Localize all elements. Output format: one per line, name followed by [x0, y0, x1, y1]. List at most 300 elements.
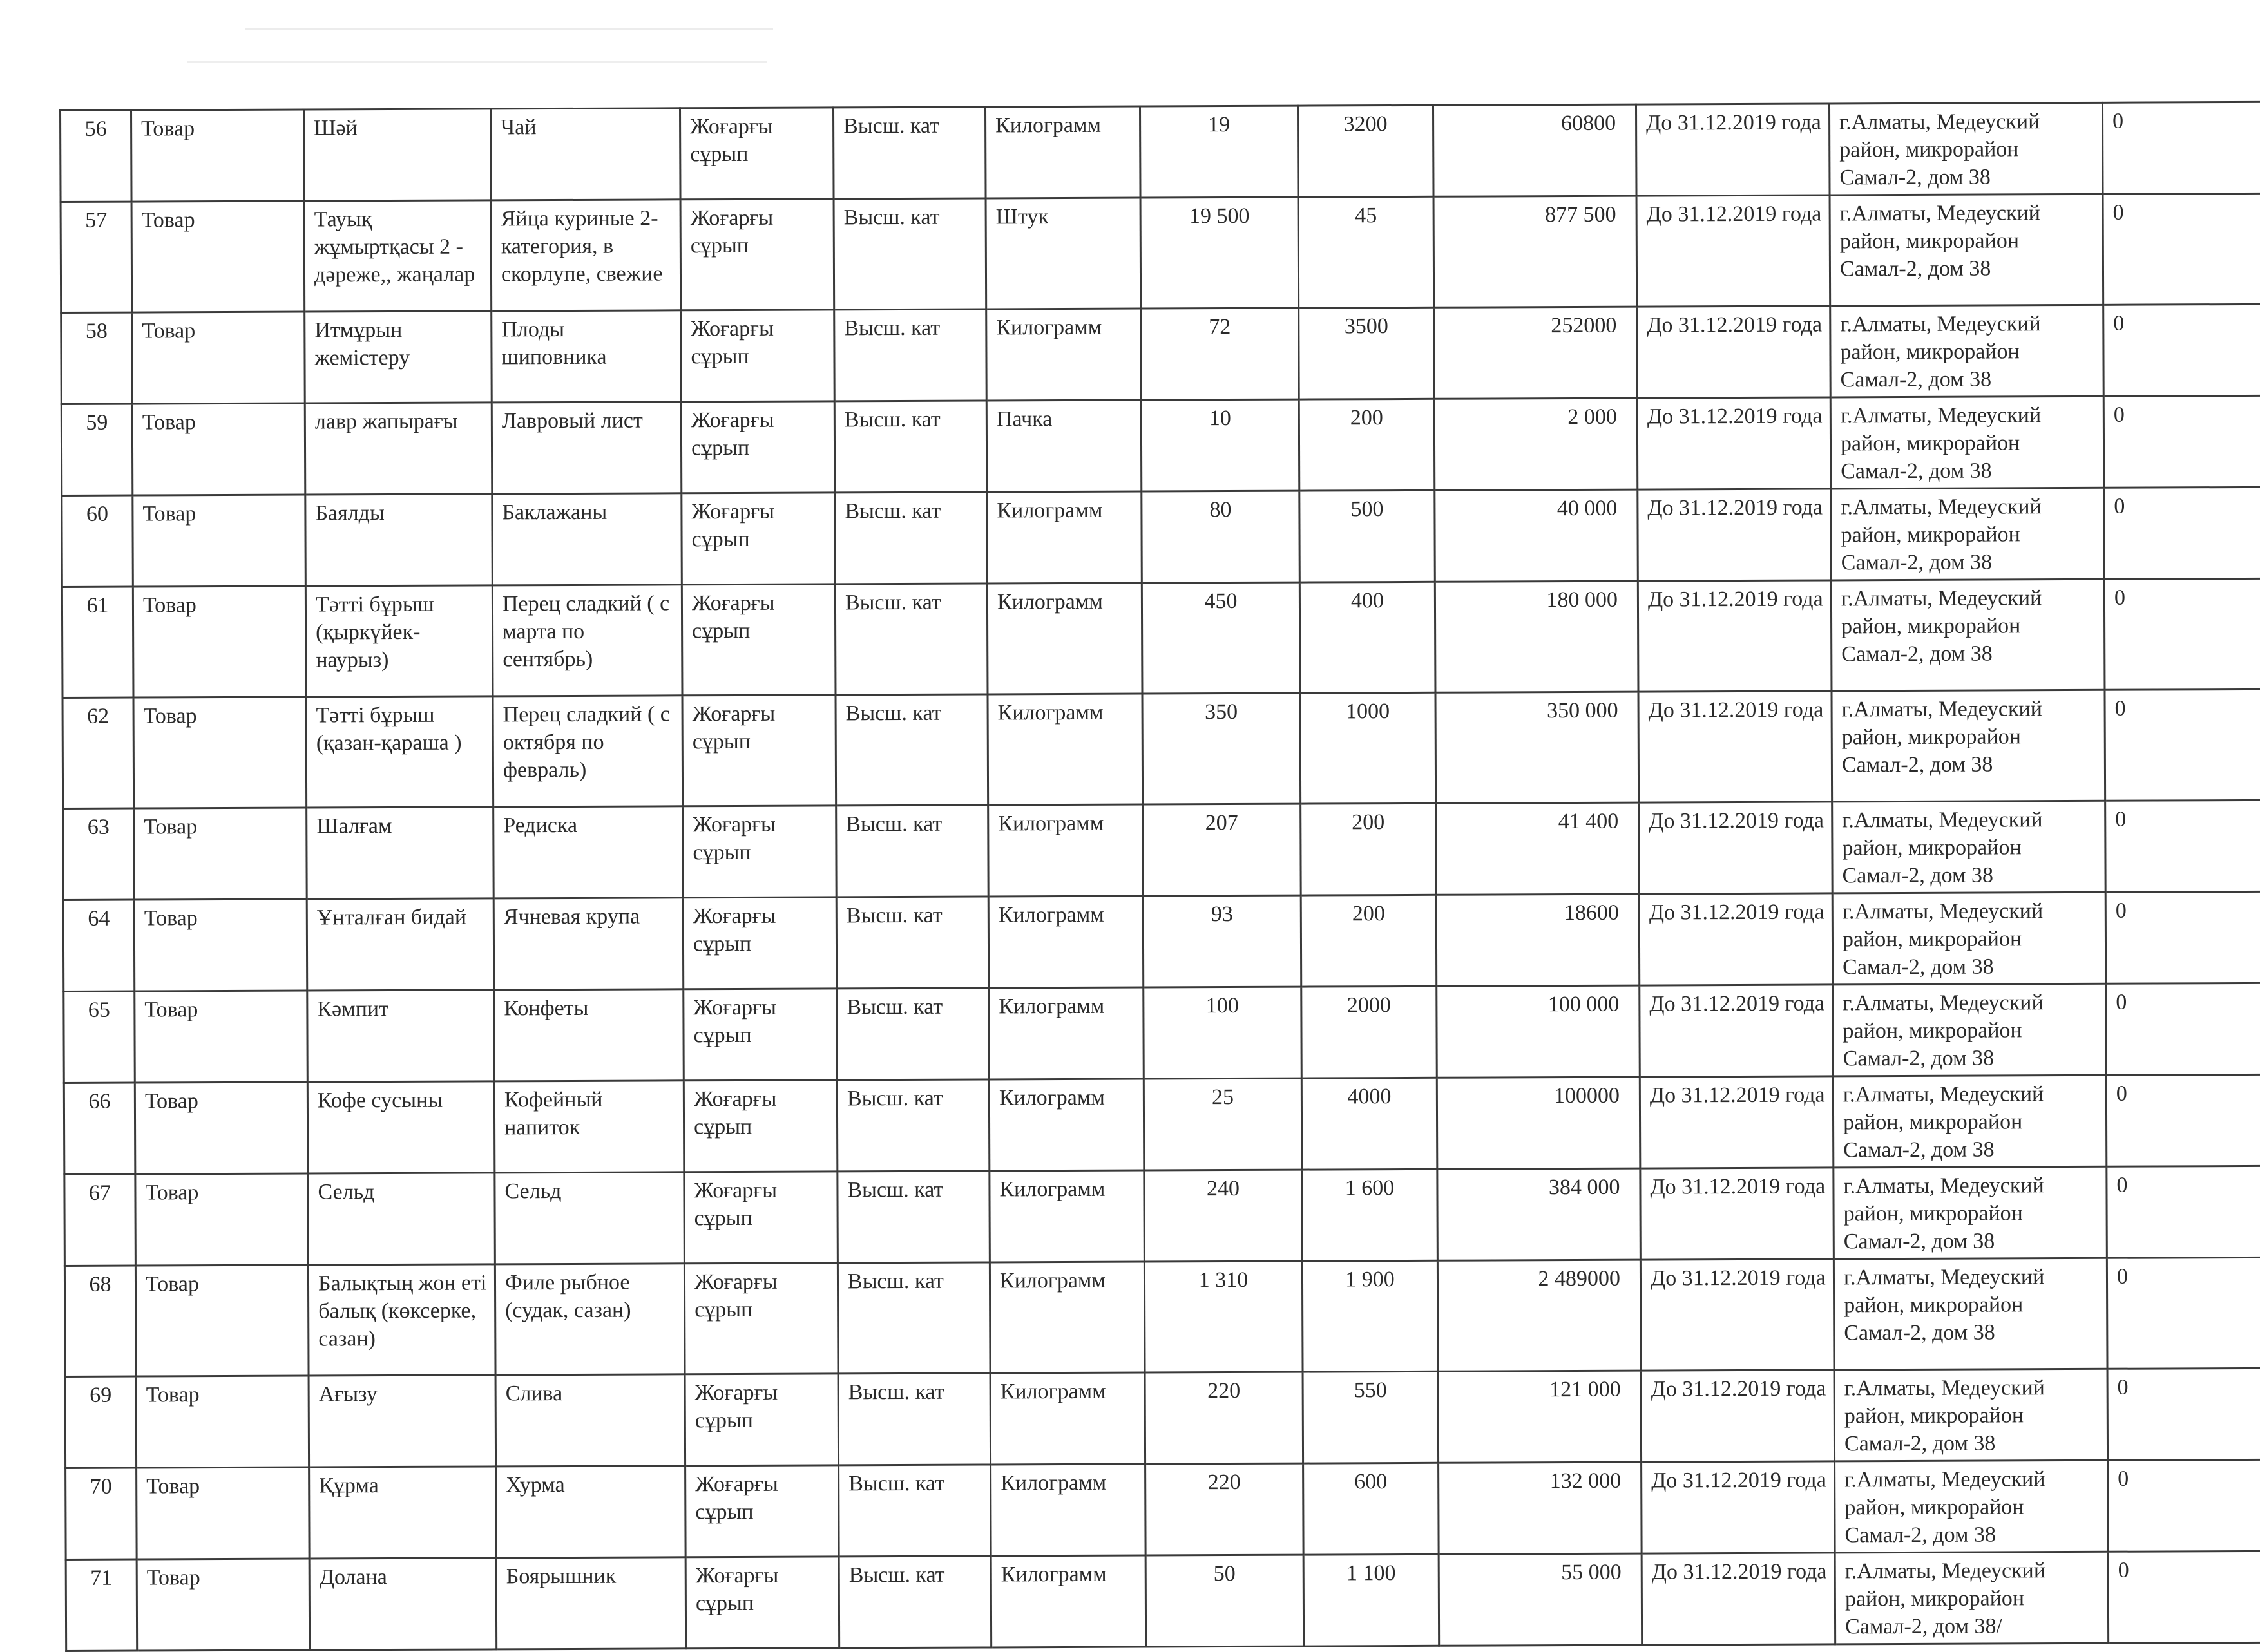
cell-advance [2107, 1166, 2260, 1258]
cell-text-no: 66 [88, 1089, 111, 1114]
cell-deadline [1638, 489, 1832, 581]
cell-advance [2104, 578, 2260, 690]
cell-text-qty: 220 [1207, 1378, 1241, 1403]
cell-type [135, 991, 308, 1083]
cell-text-place: г.Алматы, Медеуский район, микрорайон Самал-2, дом 38 [1839, 201, 2041, 281]
cell-text-name-kz: Тәтті бұрыш (қыркүйек-наурыз) [315, 592, 434, 672]
cell-text-no: 64 [88, 906, 110, 931]
cell-grade-ru [838, 1262, 990, 1374]
cell-unit-price [1303, 1371, 1439, 1463]
cell-delivery-place [1833, 1075, 2107, 1168]
cell-delivery-place [1832, 801, 2106, 893]
cell-type [132, 312, 305, 404]
cell-type [137, 1467, 310, 1559]
cell-type [135, 1173, 309, 1266]
procurement-table [59, 101, 2260, 1652]
cell-text-type: Товар [146, 1566, 200, 1590]
cell-quantity [1141, 308, 1299, 400]
cell-text-name-ru: Баклажаны [502, 500, 608, 525]
cell-text-place: г.Алматы, Медеуский район, микрорайон Самал-2, дом 38 [1844, 1376, 2045, 1456]
cell-number [64, 1083, 135, 1174]
cell-number [61, 110, 132, 202]
cell-text-total: 41 400 [1558, 809, 1619, 834]
cell-grade-ru [837, 1079, 990, 1172]
cell-text-name-ru: Филе рыбное (судак, сазан) [504, 1270, 631, 1323]
cell-name-ru [491, 108, 681, 200]
cell-name-ru [492, 585, 682, 696]
cell-text-unit: Килограмм [997, 498, 1103, 523]
cell-type [132, 403, 305, 495]
table-body [61, 102, 2260, 1651]
cell-text-name-kz: Тауық жұмыртқасы 2 - дәреже,, жаңалар [314, 207, 475, 287]
table-row [61, 102, 2260, 202]
cell-quantity [1142, 491, 1300, 583]
cell-grade-kz [682, 584, 836, 696]
cell-text-name-kz: Шәй [314, 116, 358, 140]
cell-text-grade-kz: Жоғарғы сұрып [691, 591, 775, 643]
cell-text-type: Товар [142, 593, 196, 618]
cell-text-advance: 0 [2118, 1558, 2129, 1582]
cell-text-no: 59 [86, 410, 108, 435]
cell-text-no: 57 [85, 208, 108, 233]
cell-grade-kz [680, 199, 834, 310]
cell-name-kz [305, 403, 492, 495]
cell-text-price: 200 [1350, 406, 1383, 430]
cell-unit-price [1303, 1554, 1439, 1646]
cell-text-grade-kz: Жоғарғы сұрып [690, 114, 773, 167]
cell-quantity [1145, 1463, 1304, 1555]
cell-text-deadline: До 31.12.2019 года [1646, 110, 1821, 135]
cell-advance [2105, 689, 2260, 801]
cell-unit-price [1299, 399, 1435, 491]
cell-name-ru [495, 1172, 685, 1264]
cell-name-kz [307, 990, 495, 1082]
cell-grade-ru [833, 107, 986, 199]
cell-delivery-place [1835, 1552, 2109, 1644]
cell-advance [2107, 1368, 2260, 1460]
cell-type [131, 201, 305, 312]
cell-text-name-ru: Перец сладкий ( с марта по сентябрь) [502, 591, 670, 672]
table-row [63, 800, 2260, 900]
cell-text-type: Товар [143, 704, 197, 728]
table-row [65, 1368, 2260, 1468]
cell-text-grade-kz: Жоғарғы сұрып [695, 1472, 778, 1524]
cell-type [133, 586, 306, 698]
cell-unit [989, 987, 1144, 1079]
cell-text-deadline: До 31.12.2019 года [1647, 587, 1823, 612]
cell-text-place: г.Алматы, Медеуский район, микрорайон Самал-2, дом 38 [1843, 1082, 2044, 1163]
table-row [64, 1074, 2260, 1174]
cell-total [1435, 581, 1638, 692]
cell-total [1436, 802, 1640, 895]
cell-text-name-ru: Плоды шиповника [501, 317, 607, 370]
cell-text-unit: Килограмм [999, 994, 1105, 1019]
cell-unit-price [1303, 1463, 1439, 1555]
cell-text-qty: 19 500 [1189, 204, 1250, 229]
cell-text-place: г.Алматы, Медеуский район, микрорайон Самал-2, дом 38 [1840, 312, 2041, 392]
cell-unit [985, 106, 1140, 198]
cell-deadline [1637, 306, 1831, 398]
cell-text-type: Товар [144, 815, 198, 839]
cell-name-kz [309, 1375, 496, 1467]
cell-number [64, 991, 135, 1083]
cell-unit [990, 1170, 1145, 1262]
cell-number [62, 698, 134, 808]
cell-text-deadline: До 31.12.2019 года [1648, 698, 1824, 723]
cell-unit-price [1300, 692, 1436, 804]
cell-text-total: 350 000 [1547, 698, 1618, 723]
cell-quantity [1142, 693, 1301, 804]
cell-text-total: 877 500 [1545, 202, 1616, 227]
cell-text-total: 100000 [1553, 1083, 1620, 1108]
cell-name-kz [304, 109, 492, 201]
cell-unit [990, 1262, 1145, 1373]
cell-quantity [1142, 582, 1300, 694]
cell-text-deadline: До 31.12.2019 года [1650, 1266, 1826, 1291]
cell-grade-ru [836, 897, 989, 989]
cell-deadline [1642, 1461, 1835, 1553]
scan-artifact [245, 28, 773, 30]
cell-text-advance: 0 [2116, 990, 2127, 1014]
cell-text-grade-kz: Жоғарғы сұрып [693, 995, 776, 1048]
cell-text-qty: 93 [1211, 902, 1233, 927]
cell-text-total: 2 489000 [1538, 1266, 1621, 1291]
cell-quantity [1140, 197, 1299, 309]
cell-text-qty: 10 [1209, 406, 1231, 431]
cell-advance [2105, 800, 2260, 892]
cell-quantity [1144, 1078, 1302, 1170]
cell-text-qty: 19 [1208, 113, 1231, 137]
cell-text-name-kz: Құрма [319, 1474, 379, 1498]
cell-text-total: 180 000 [1546, 587, 1618, 612]
table-row [63, 891, 2260, 991]
cell-text-no: 61 [86, 593, 109, 618]
cell-quantity [1144, 987, 1302, 1079]
cell-unit-price [1298, 105, 1433, 197]
cell-text-qty: 80 [1209, 498, 1232, 522]
cell-text-total: 40 000 [1556, 496, 1618, 521]
cell-deadline [1640, 1168, 1834, 1260]
cell-type [135, 1265, 309, 1376]
cell-total [1437, 1077, 1640, 1169]
cell-text-unit: Килограмм [996, 315, 1102, 340]
cell-text-name-ru: Перец сладкий ( с октября по февраль) [503, 702, 670, 783]
cell-text-place: г.Алматы, Медеуский район, микрорайон Самал-2, дом 38 [1843, 991, 2044, 1071]
cell-name-ru [492, 493, 682, 585]
cell-delivery-place [1830, 194, 2103, 306]
table-row [66, 1459, 2260, 1559]
cell-text-grade-ru: Высш. кат [844, 316, 941, 341]
cell-grade-ru [835, 492, 988, 584]
cell-name-kz [308, 1264, 495, 1376]
cell-name-ru [493, 696, 683, 807]
cell-name-kz [306, 696, 493, 808]
cell-text-no: 58 [85, 319, 108, 343]
cell-text-qty: 50 [1213, 1562, 1236, 1586]
cell-text-qty: 25 [1211, 1085, 1234, 1110]
cell-text-grade-kz: Жоғарғы сұрып [695, 1563, 779, 1616]
cell-text-grade-ru: Высш. кат [843, 205, 940, 230]
cell-text-total: 100 000 [1547, 992, 1620, 1017]
cell-name-ru [493, 806, 684, 898]
cell-text-qty: 220 [1207, 1470, 1241, 1495]
cell-text-deadline: До 31.12.2019 года [1647, 404, 1823, 429]
cell-unit [990, 1372, 1145, 1465]
cell-text-grade-kz: Жоғарғы сұрып [693, 1087, 777, 1139]
cell-text-grade-ru: Высш. кат [848, 1471, 945, 1496]
cell-text-advance: 0 [2115, 807, 2127, 831]
cell-unit-price [1299, 307, 1435, 399]
cell-unit [991, 1555, 1146, 1647]
cell-total [1433, 104, 1636, 196]
cell-name-kz [309, 1467, 497, 1559]
cell-grade-kz [685, 1557, 839, 1649]
cell-text-price: 4000 [1347, 1085, 1392, 1109]
cell-text-unit: Килограмм [1001, 1562, 1107, 1587]
cell-delivery-place [1835, 1460, 2109, 1553]
cell-text-name-ru: Сельд [504, 1179, 562, 1204]
cell-text-no: 65 [88, 998, 110, 1022]
cell-text-type: Товар [144, 906, 198, 931]
cell-unit [986, 309, 1142, 401]
cell-deadline [1636, 195, 1830, 307]
cell-text-deadline: До 31.12.2019 года [1649, 900, 1824, 925]
cell-text-price: 45 [1355, 204, 1377, 228]
cell-text-grade-ru: Высш. кат [847, 1086, 943, 1111]
cell-delivery-place [1829, 102, 2103, 195]
cell-text-unit: Килограмм [997, 700, 1104, 725]
cell-unit [989, 1079, 1144, 1171]
cell-text-type: Товар [142, 319, 196, 343]
scan-artifact [187, 61, 767, 63]
cell-grade-kz [683, 806, 837, 898]
cell-text-no: 68 [89, 1272, 111, 1296]
cell-deadline [1638, 691, 1832, 802]
cell-text-type: Товар [141, 117, 195, 141]
cell-deadline [1637, 397, 1831, 489]
cell-deadline [1640, 985, 1834, 1077]
cell-text-grade-ru: Высш. кат [847, 1177, 944, 1202]
cell-number [61, 404, 133, 495]
cell-type [133, 697, 307, 808]
cell-text-no: 56 [84, 117, 107, 141]
cell-name-ru [494, 989, 684, 1081]
cell-text-price: 500 [1350, 497, 1384, 522]
cell-text-grade-kz: Жоғарғы сұрып [691, 316, 774, 369]
cell-text-qty: 350 [1205, 699, 1238, 725]
cell-text-grade-kz: Жоғарғы сұрып [694, 1178, 778, 1231]
cell-text-total: 2 000 [1567, 404, 1617, 430]
cell-text-total: 384 000 [1548, 1175, 1620, 1200]
cell-number [63, 808, 135, 900]
cell-text-grade-ru: Высш. кат [844, 407, 941, 432]
cell-text-deadline: До 31.12.2019 года [1649, 1083, 1825, 1108]
cell-text-advance: 0 [2116, 1081, 2127, 1106]
cell-text-unit: Килограмм [1000, 1379, 1106, 1404]
cell-unit-price [1302, 1260, 1438, 1372]
cell-delivery-place [1833, 983, 2107, 1076]
cell-delivery-place [1831, 488, 2105, 580]
cell-text-grade-kz: Жоғарғы сұрып [694, 1269, 778, 1322]
cell-text-grade-ru: Высш. кат [846, 812, 943, 837]
cell-text-price: 1 900 [1345, 1267, 1395, 1292]
cell-unit [986, 400, 1142, 492]
cell-name-kz [305, 585, 493, 697]
cell-text-no: 70 [90, 1474, 112, 1499]
cell-text-name-kz: Шалғам [316, 814, 392, 839]
cell-quantity [1144, 1261, 1303, 1372]
cell-text-price: 2000 [1346, 993, 1391, 1018]
cell-name-kz [308, 1173, 495, 1265]
cell-grade-ru [838, 1171, 990, 1263]
cell-text-unit: Килограмм [999, 1268, 1106, 1293]
cell-name-ru [492, 310, 682, 403]
cell-text-total: 55 000 [1561, 1560, 1622, 1585]
cell-grade-ru [836, 805, 989, 897]
cell-grade-kz [685, 1374, 839, 1466]
cell-text-name-kz: Ағызу [318, 1382, 378, 1407]
cell-name-kz [307, 898, 494, 991]
cell-text-name-ru: Лавровый лист [501, 408, 643, 433]
cell-total [1434, 307, 1638, 399]
cell-text-total: 252000 [1551, 313, 1617, 338]
cell-text-name-ru: Слива [505, 1381, 563, 1406]
cell-text-place: г.Алматы, Медеуский район, микрорайон Самал-2, дом 38 [1841, 697, 2042, 777]
cell-name-ru [493, 898, 684, 990]
cell-text-price: 1 100 [1346, 1561, 1396, 1586]
cell-text-name-kz: Долана [319, 1565, 387, 1590]
cell-text-name-kz: Ұнталған бидай [316, 905, 467, 930]
cell-unit-price [1299, 582, 1435, 693]
cell-text-qty: 207 [1205, 810, 1238, 835]
cell-number [62, 495, 133, 587]
cell-text-name-kz: Баялды [315, 501, 385, 526]
cell-number [61, 202, 132, 312]
cell-text-name-kz: Тәтті бұрыш (қазан-қараша ) [316, 703, 462, 755]
cell-text-unit: Килограмм [998, 902, 1104, 927]
cell-text-name-kz: Сельд [318, 1180, 375, 1204]
cell-text-no: 67 [88, 1181, 111, 1205]
cell-name-ru [495, 1374, 685, 1467]
cell-grade-ru [839, 1465, 991, 1557]
cell-text-unit: Пачка [996, 407, 1053, 432]
cell-name-kz [305, 494, 493, 586]
cell-text-advance: 0 [2112, 109, 2124, 133]
cell-text-deadline: До 31.12.2019 года [1651, 1376, 1826, 1401]
cell-grade-ru [834, 309, 987, 401]
cell-name-ru [495, 1264, 685, 1375]
cell-text-no: 60 [86, 502, 108, 526]
cell-text-grade-ru: Высш. кат [848, 1380, 944, 1405]
cell-text-name-ru: Ячневая крупа [503, 904, 640, 929]
cell-deadline [1640, 1076, 1834, 1168]
cell-text-qty: 1 310 [1198, 1267, 1249, 1293]
cell-text-price: 3500 [1344, 314, 1388, 339]
cell-text-grade-ru: Высш. кат [843, 113, 940, 138]
cell-text-deadline: До 31.12.2019 года [1649, 808, 1824, 833]
cell-text-grade-ru: Высш. кат [847, 994, 943, 1020]
cell-text-deadline: До 31.12.2019 года [1649, 991, 1825, 1016]
cell-advance [2105, 891, 2260, 983]
cell-grade-kz [682, 493, 836, 585]
cell-grade-kz [682, 695, 836, 806]
cell-quantity [1140, 106, 1298, 198]
cell-text-grade-kz: Жоғарғы сұрып [693, 812, 776, 865]
cell-name-ru [492, 402, 682, 494]
cell-type [137, 1559, 310, 1651]
cell-name-kz [304, 200, 492, 312]
cell-text-advance: 0 [2113, 311, 2125, 336]
cell-grade-ru [836, 694, 988, 806]
cell-quantity [1145, 1372, 1303, 1464]
cell-advance [2106, 983, 2260, 1075]
table-row [66, 1551, 2260, 1651]
cell-text-place: г.Алматы, Медеуский район, микрорайон Самал-2, дом 38 [1844, 1467, 2045, 1548]
cell-grade-kz [684, 1172, 838, 1264]
cell-text-unit: Килограмм [997, 589, 1103, 614]
cell-total [1433, 196, 1637, 307]
cell-text-advance: 0 [2115, 898, 2127, 923]
cell-unit-price [1299, 490, 1435, 582]
cell-text-qty: 240 [1206, 1176, 1240, 1201]
cell-text-name-ru: Редиска [503, 813, 578, 838]
cell-quantity [1143, 895, 1301, 987]
cell-text-unit: Килограмм [1001, 1470, 1107, 1495]
cell-text-grade-kz: Жоғарғы сұрып [692, 701, 776, 754]
cell-grade-ru [835, 584, 988, 695]
cell-text-deadline: До 31.12.2019 года [1651, 1559, 1827, 1584]
cell-text-advance: 0 [2113, 403, 2125, 427]
cell-deadline [1640, 1259, 1834, 1371]
cell-total [1437, 1260, 1641, 1371]
cell-total [1434, 398, 1638, 490]
cell-unit [988, 804, 1144, 897]
cell-grade-kz [680, 108, 834, 200]
cell-grade-kz [685, 1465, 839, 1557]
cell-text-grade-ru: Высш. кат [847, 1269, 944, 1294]
cell-text-qty: 100 [1205, 993, 1239, 1018]
table-row [64, 1257, 2260, 1376]
cell-text-name-ru: Яйца куриные 2- категория, в скорлупе, свежие [501, 206, 663, 287]
cell-advance [2106, 1074, 2260, 1166]
cell-number [61, 312, 133, 404]
cell-text-price: 1000 [1346, 699, 1390, 724]
cell-text-advance: 0 [2117, 1375, 2129, 1400]
cell-text-grade-ru: Высш. кат [845, 590, 941, 615]
table-row [62, 487, 2260, 587]
cell-name-kz [305, 311, 492, 403]
cell-text-grade-kz: Жоғарғы сұрып [693, 904, 776, 956]
cell-delivery-place [1830, 396, 2104, 489]
cell-text-place: г.Алматы, Медеуский район, микрорайон Самал-2, дом 38 [1843, 1173, 2044, 1254]
cell-text-no: 62 [87, 704, 110, 728]
cell-number [65, 1376, 137, 1468]
cell-delivery-place [1832, 690, 2105, 802]
cell-text-price: 1 600 [1345, 1176, 1395, 1201]
cell-type [134, 808, 307, 900]
cell-advance [2107, 1257, 2260, 1369]
cell-advance [2103, 193, 2260, 305]
cell-text-total: 132 000 [1549, 1468, 1622, 1494]
table-row [61, 193, 2260, 312]
cell-type [131, 109, 305, 202]
cell-text-place: г.Алматы, Медеуский район, микрорайон Самал-2, дом 38 [1842, 808, 2043, 888]
cell-grade-ru [837, 988, 990, 1080]
cell-text-type: Товар [144, 998, 198, 1022]
cell-delivery-place [1834, 1258, 2107, 1370]
cell-advance [2104, 487, 2260, 579]
cell-text-price: 200 [1352, 810, 1385, 835]
